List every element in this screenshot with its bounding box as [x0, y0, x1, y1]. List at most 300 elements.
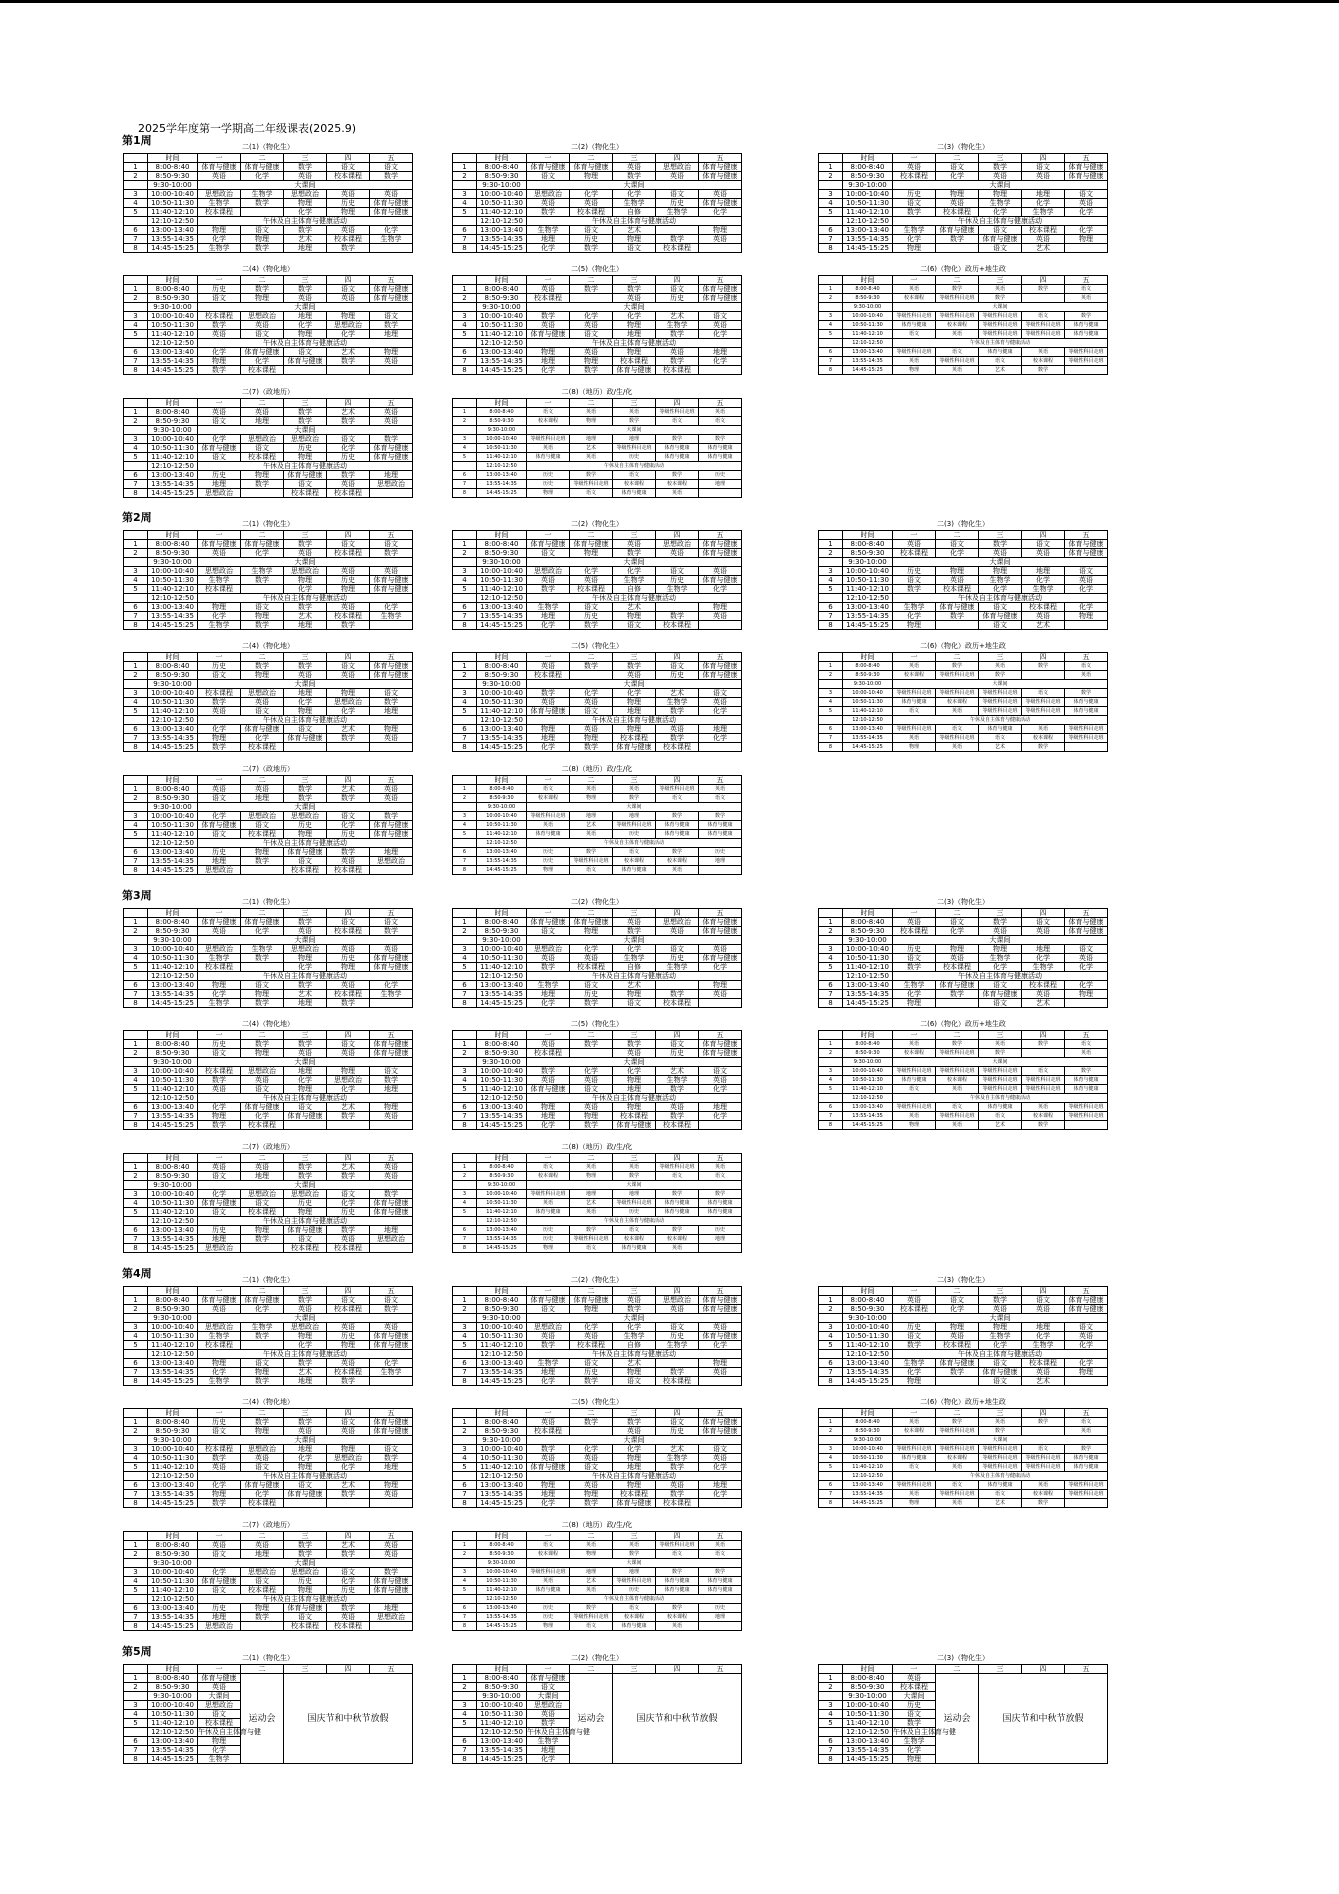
table-row — [819, 208, 1108, 217]
timetable-cell: 物理 — [241, 990, 284, 999]
timetable-cell: 历史 — [656, 954, 699, 963]
period-number: 3 — [819, 312, 843, 321]
header-cell: 五 — [699, 1031, 742, 1040]
timetable-cell: 等级性科目走班 — [979, 1463, 1022, 1472]
timetable-cell: 化学 — [936, 172, 979, 181]
timetable-cell: 语文 — [699, 1172, 742, 1181]
header-cell: 四 — [656, 276, 699, 285]
timetable-cell: 数学 — [570, 1604, 613, 1613]
timetable-cell: 数学 — [327, 1226, 370, 1235]
timetable-cell: 校本课程 — [327, 612, 370, 621]
timetable-cell: 地理 — [284, 621, 327, 630]
class-timetable — [123, 764, 413, 875]
header-cell: 二 — [570, 154, 613, 163]
header-cell: 时间 — [843, 531, 893, 540]
timetable-cell: 英语 — [527, 1076, 570, 1085]
timetable-cell: 语文 — [613, 848, 656, 857]
period-number: 1 — [453, 540, 477, 549]
period-number: 3 — [819, 1445, 843, 1454]
timetable-cell: 等级性科目走班 — [1065, 1490, 1108, 1499]
timetable-cell: 语文 — [936, 725, 979, 734]
timetable-cell: 化学 — [370, 603, 413, 612]
timetable-cell: 数学 — [370, 1190, 413, 1199]
timetable-cell: 思想政治 — [284, 945, 327, 954]
table-row — [124, 1112, 413, 1121]
class-timetable — [818, 641, 1108, 752]
period-number: 2 — [124, 172, 148, 181]
timetable-cell: 地理 — [527, 1746, 570, 1755]
header-cell: 二 — [936, 1287, 979, 1296]
timetable-cell: 英语 — [327, 294, 370, 303]
timetable-cell: 体育与健康 — [241, 348, 284, 357]
timetable-cell: 体育与健康 — [1065, 927, 1108, 936]
period-number: 3 — [819, 689, 843, 698]
timetable-cell: 艺术 — [570, 1577, 613, 1586]
timetable-table — [452, 652, 742, 752]
table-row — [819, 725, 1108, 734]
timetable-cell: 生物学 — [198, 954, 241, 963]
period-time: 10:00-10:40 — [148, 1067, 198, 1076]
table-row — [124, 803, 413, 812]
merged-cell: 大课间 — [198, 181, 413, 190]
period-number: 7 — [819, 612, 843, 621]
header-cell: 一 — [527, 1154, 570, 1163]
table-row — [819, 1674, 1108, 1683]
timetable-cell: 数学 — [613, 172, 656, 181]
period-number: 6 — [124, 725, 148, 734]
timetable-cell: 数学 — [327, 1172, 370, 1181]
period-number: 6 — [453, 1103, 477, 1112]
period-time: 14:45-15:25 — [477, 866, 527, 875]
timetable-cell: 数学 — [979, 163, 1022, 172]
timetable-cell: 物理 — [893, 743, 936, 752]
timetable-cell: 化学 — [198, 812, 241, 821]
timetable-cell: 校本课程 — [570, 1341, 613, 1350]
timetable-cell: 体育与健康 — [370, 1199, 413, 1208]
timetable-cell: 英语 — [1065, 954, 1108, 963]
timetable-cell: 体育与健康 — [893, 321, 936, 330]
period-time: 13:55-14:35 — [843, 734, 893, 743]
timetable-cell: 语文 — [241, 981, 284, 990]
timetable-cell: 艺术 — [979, 366, 1022, 375]
timetable-cell: 数学 — [241, 244, 284, 253]
timetable-cell: 体育与健康 — [699, 1586, 742, 1595]
timetable-cell: 数学 — [284, 163, 327, 172]
timetable-cell: 化学 — [699, 330, 742, 339]
timetable-cell: 生物学 — [656, 698, 699, 707]
table-row — [453, 603, 742, 612]
timetable-cell: 英语 — [284, 1049, 327, 1058]
timetable-cell: 体育与健康 — [284, 357, 327, 366]
timetable-cell: 体育与健康 — [370, 1040, 413, 1049]
timetable-cell: 历史 — [570, 1368, 613, 1377]
period-time: 10:00-10:40 — [477, 689, 527, 698]
timetable-cell: 英语 — [656, 489, 699, 498]
period-number: 2 — [124, 294, 148, 303]
timetable-cell: 体育与健康 — [527, 918, 570, 927]
period-time: 11:40-12:10 — [477, 963, 527, 972]
timetable-cell: 地理 — [370, 330, 413, 339]
timetable-cell: 数学 — [1022, 662, 1065, 671]
timetable-cell: 数学 — [699, 435, 742, 444]
timetable-cell: 化学 — [198, 1103, 241, 1112]
period-time: 14:45-15:25 — [148, 866, 198, 875]
timetable-cell: 英语 — [656, 1103, 699, 1112]
timetable-cell: 语文 — [327, 435, 370, 444]
table-row — [453, 417, 742, 426]
timetable-table — [452, 1408, 742, 1508]
period-time: 13:00-13:40 — [477, 1226, 527, 1235]
period-time: 12:10-12:50 — [477, 1094, 527, 1103]
timetable-cell: 英语 — [241, 321, 284, 330]
period-time: 11:40-12:10 — [477, 707, 527, 716]
timetable-cell: 化学 — [1022, 954, 1065, 963]
timetable-table — [452, 1153, 742, 1253]
timetable-cell: 数学 — [570, 848, 613, 857]
period-time: 10:00-10:40 — [477, 190, 527, 199]
header-cell: 时间 — [477, 276, 527, 285]
timetable-cell: 校本课程 — [613, 357, 656, 366]
merged-cell: 午休及自主体育与健康活动 — [198, 1094, 413, 1103]
timetable-cell — [699, 1244, 742, 1253]
timetable-cell — [699, 999, 742, 1008]
table-row — [124, 1418, 413, 1427]
table-row — [124, 244, 413, 253]
timetable-cell: 物理 — [979, 945, 1022, 954]
timetable-cell: 物理 — [284, 830, 327, 839]
class-timetable — [123, 264, 413, 375]
timetable-cell: 数学 — [656, 848, 699, 857]
table-row — [453, 803, 742, 812]
timetable-cell: 地理 — [241, 417, 284, 426]
timetable-cell — [699, 1499, 742, 1508]
header-cell: 四 — [656, 1287, 699, 1296]
period-number: 1 — [124, 918, 148, 927]
timetable-cell: 体育与健康 — [1065, 321, 1108, 330]
timetable-cell: 物理 — [936, 190, 979, 199]
merged-cell: 大课间 — [527, 1692, 570, 1701]
period-time: 10:00-10:40 — [477, 1190, 527, 1199]
timetable-cell: 历史 — [198, 1418, 241, 1427]
period-number: 7 — [453, 1235, 477, 1244]
timetable-cell: 数学 — [656, 1226, 699, 1235]
header-row — [124, 776, 413, 785]
timetable-table — [452, 398, 742, 498]
table-row — [453, 1577, 742, 1586]
merged-cell: 午休及自主体育与健 — [198, 1728, 261, 1736]
timetable-cell: 等级性科目走班 — [1065, 1112, 1108, 1121]
timetable-cell: 数学 — [1022, 1040, 1065, 1049]
timetable-cell: 语文 — [893, 954, 936, 963]
timetable-cell: 体育与健康 — [570, 918, 613, 927]
table-row — [453, 743, 742, 752]
table-row — [819, 594, 1108, 603]
timetable-cell: 语文 — [198, 294, 241, 303]
timetable-cell: 地理 — [1022, 567, 1065, 576]
period-time: 14:45-15:25 — [477, 244, 527, 253]
timetable-cell: 体育与健康 — [699, 1418, 742, 1427]
header-cell: 二 — [570, 776, 613, 785]
timetable-cell: 体育与健康 — [699, 1040, 742, 1049]
period-number: 2 — [124, 1427, 148, 1436]
timetable-cell: 等级性科目走班 — [1065, 734, 1108, 743]
period-time: 9:30-10:00 — [477, 1058, 527, 1067]
timetable-cell: 数学 — [370, 1454, 413, 1463]
timetable-cell: 英语 — [327, 480, 370, 489]
timetable-cell: 体育与健康 — [699, 1577, 742, 1586]
timetable-cell: 物理 — [699, 226, 742, 235]
timetable-cell — [570, 671, 613, 680]
timetable-cell: 英语 — [327, 1323, 370, 1332]
timetable-cell: 语文 — [613, 999, 656, 1008]
period-number: 6 — [124, 848, 148, 857]
timetable-cell: 自修 — [613, 963, 656, 972]
timetable-cell: 校本课程 — [327, 990, 370, 999]
period-number: 2 — [124, 1550, 148, 1559]
timetable-cell: 生物学 — [613, 576, 656, 585]
timetable-cell: 思想政治 — [284, 567, 327, 576]
timetable-cell: 化学 — [198, 1190, 241, 1199]
table-row — [124, 812, 413, 821]
timetable-cell: 英语 — [570, 785, 613, 794]
timetable-cell: 校本课程 — [527, 1172, 570, 1181]
timetable-cell: 体育与健康 — [570, 540, 613, 549]
period-number — [124, 1350, 148, 1359]
timetable-cell: 化学 — [613, 689, 656, 698]
class-timetable — [123, 1653, 413, 1764]
header-cell: 二 — [936, 909, 979, 918]
timetable-cell: 英语 — [893, 1040, 936, 1049]
timetable-cell: 思想政治 — [198, 866, 241, 875]
table-row — [124, 1296, 413, 1305]
timetable-cell: 化学 — [284, 585, 327, 594]
header-row — [453, 1154, 742, 1163]
timetable-cell: 语文 — [198, 1049, 241, 1058]
timetable-cell: 思想政治 — [241, 1568, 284, 1577]
timetable-cell: 英语 — [893, 1296, 936, 1305]
table-row — [453, 1559, 742, 1568]
timetable-cell: 地理 — [613, 1190, 656, 1199]
table-row — [453, 453, 742, 462]
timetable-cell: 语文 — [979, 621, 1022, 630]
timetable-cell: 语文 — [198, 671, 241, 680]
period-number: 5 — [453, 830, 477, 839]
period-number: 7 — [453, 990, 477, 999]
timetable-cell: 数学 — [241, 1418, 284, 1427]
timetable-cell: 英语 — [1065, 671, 1108, 680]
timetable-cell: 物理 — [527, 1481, 570, 1490]
table-row — [124, 945, 413, 954]
table-row — [819, 567, 1108, 576]
table-row — [124, 1359, 413, 1368]
timetable-cell: 校本课程 — [570, 208, 613, 217]
timetable-cell: 思想政治 — [370, 857, 413, 866]
period-number — [819, 1692, 843, 1701]
header-cell: 一 — [198, 776, 241, 785]
merged-cell: 大课间 — [198, 1559, 413, 1568]
timetable-cell: 历史 — [699, 1226, 742, 1235]
period-number: 7 — [453, 357, 477, 366]
period-number: 7 — [453, 734, 477, 743]
table-row — [819, 163, 1108, 172]
table-row — [124, 357, 413, 366]
period-number: 5 — [124, 1463, 148, 1472]
timetable-cell: 物理 — [241, 612, 284, 621]
header-cell: 一 — [893, 531, 936, 540]
timetable-cell: 英语 — [656, 549, 699, 558]
timetable-cell: 物理 — [527, 1103, 570, 1112]
timetable-cell: 地理 — [570, 812, 613, 821]
timetable-cell: 地理 — [699, 1613, 742, 1622]
period-number: 7 — [124, 357, 148, 366]
timetable-cell: 体育与健康 — [284, 1226, 327, 1235]
timetable-cell: 英语 — [936, 366, 979, 375]
timetable-cell: 英语 — [936, 954, 979, 963]
period-time: 14:45-15:25 — [843, 999, 893, 1008]
timetable-cell: 数学 — [613, 1305, 656, 1314]
period-number: 2 — [124, 1049, 148, 1058]
timetable-cell: 校本课程 — [284, 866, 327, 875]
period-time: 13:55-14:35 — [477, 480, 527, 489]
header-cell: 三 — [284, 776, 327, 785]
timetable-cell — [327, 366, 370, 375]
timetable-cell: 体育与健康 — [370, 830, 413, 839]
header-cell: 一 — [893, 1287, 936, 1296]
period-time: 13:55-14:35 — [148, 480, 198, 489]
timetable-cell: 英语 — [699, 321, 742, 330]
table-row — [124, 621, 413, 630]
timetable-cell: 语文 — [570, 330, 613, 339]
period-number — [453, 1058, 477, 1067]
period-time: 8:00-8:40 — [477, 408, 527, 417]
table-row — [819, 1103, 1108, 1112]
period-time: 12:10-12:50 — [148, 1595, 198, 1604]
table-row — [819, 954, 1108, 963]
header-cell: 二 — [241, 776, 284, 785]
header-cell: 一 — [527, 154, 570, 163]
timetable-cell: 化学 — [699, 357, 742, 366]
period-time: 10:50-11:30 — [148, 1332, 198, 1341]
timetable-cell: 物理 — [327, 1341, 370, 1350]
period-time: 10:00-10:40 — [148, 312, 198, 321]
timetable-cell: 数学 — [198, 1454, 241, 1463]
header-cell: 五 — [1065, 653, 1108, 662]
header-cell: 五 — [699, 276, 742, 285]
timetable-cell: 思想政治 — [198, 567, 241, 576]
timetable-cell: 英语 — [613, 785, 656, 794]
timetable-cell: 语文 — [570, 1622, 613, 1631]
period-number — [819, 972, 843, 981]
timetable-cell: 数学 — [198, 1499, 241, 1508]
timetable-cell: 生物学 — [198, 1377, 241, 1386]
timetable-cell: 物理 — [570, 549, 613, 558]
timetable-cell: 物理 — [570, 357, 613, 366]
timetable-cell: 英语 — [370, 1163, 413, 1172]
timetable-cell: 艺术 — [327, 725, 370, 734]
timetable-cell: 生物学 — [893, 1359, 936, 1368]
header-cell: 五 — [370, 909, 413, 918]
table-row — [124, 294, 413, 303]
timetable-cell: 体育与健康 — [284, 734, 327, 743]
timetable-cell: 英语 — [284, 927, 327, 936]
timetable-cell: 化学 — [284, 1454, 327, 1463]
timetable-cell: 化学 — [241, 172, 284, 181]
timetable-cell: 语文 — [1065, 1418, 1108, 1427]
table-row — [124, 1121, 413, 1130]
header-row — [124, 1532, 413, 1541]
timetable-cell: 历史 — [198, 1604, 241, 1613]
period-number — [124, 1058, 148, 1067]
table-row — [453, 357, 742, 366]
table-row — [819, 585, 1108, 594]
table-row — [124, 1541, 413, 1550]
timetable-cell: 数学 — [327, 621, 370, 630]
timetable-cell — [241, 489, 284, 498]
header-row — [453, 1665, 742, 1674]
timetable-cell: 等级性科目走班 — [979, 698, 1022, 707]
merged-cell: 大课间 — [527, 558, 742, 567]
period-number: 6 — [453, 471, 477, 480]
period-number: 8 — [453, 621, 477, 630]
timetable-cell: 物理 — [979, 190, 1022, 199]
timetable-cell: 数学 — [241, 1332, 284, 1341]
table-row — [124, 567, 413, 576]
timetable-cell: 英语 — [570, 453, 613, 462]
table-row — [453, 990, 742, 999]
timetable-cell: 艺术 — [327, 785, 370, 794]
period-number — [819, 1094, 843, 1103]
timetable-cell: 校本课程 — [327, 927, 370, 936]
period-time: 10:00-10:40 — [843, 945, 893, 954]
timetable-cell: 语文 — [656, 1172, 699, 1181]
header-row — [453, 1532, 742, 1541]
header-cell — [453, 399, 477, 408]
header-cell: 五 — [370, 276, 413, 285]
period-time: 11:40-12:10 — [843, 1463, 893, 1472]
period-number: 7 — [453, 1112, 477, 1121]
timetable-cell: 校本课程 — [656, 999, 699, 1008]
class-name: 二(7)（政地历） — [242, 388, 294, 396]
period-number: 8 — [453, 999, 477, 1008]
table-row — [124, 549, 413, 558]
timetable-cell: 语文 — [656, 1418, 699, 1427]
period-time: 9:30-10:00 — [148, 1314, 198, 1323]
timetable-cell — [370, 1622, 413, 1631]
timetable-cell: 体育与健康 — [613, 1499, 656, 1508]
period-number: 1 — [124, 662, 148, 671]
table-row — [819, 1463, 1108, 1472]
timetable-cell — [699, 366, 742, 375]
period-time: 13:00-13:40 — [148, 848, 198, 857]
header-row — [124, 531, 413, 540]
table-row — [819, 294, 1108, 303]
period-number: 3 — [453, 1190, 477, 1199]
period-number: 5 — [124, 1719, 148, 1728]
table-row — [453, 585, 742, 594]
timetable-cell: 体育与健康 — [284, 1112, 327, 1121]
timetable-cell: 数学 — [241, 662, 284, 671]
class-timetable — [452, 1653, 742, 1764]
header-cell: 时间 — [148, 276, 198, 285]
period-number: 4 — [819, 199, 843, 208]
table-row — [453, 244, 742, 253]
period-time: 8:50-9:30 — [477, 1172, 527, 1181]
timetable-cell: 思想政治 — [370, 1613, 413, 1622]
period-number: 6 — [453, 603, 477, 612]
class-timetable — [452, 1275, 742, 1386]
timetable-cell — [699, 743, 742, 752]
table-row — [124, 348, 413, 357]
